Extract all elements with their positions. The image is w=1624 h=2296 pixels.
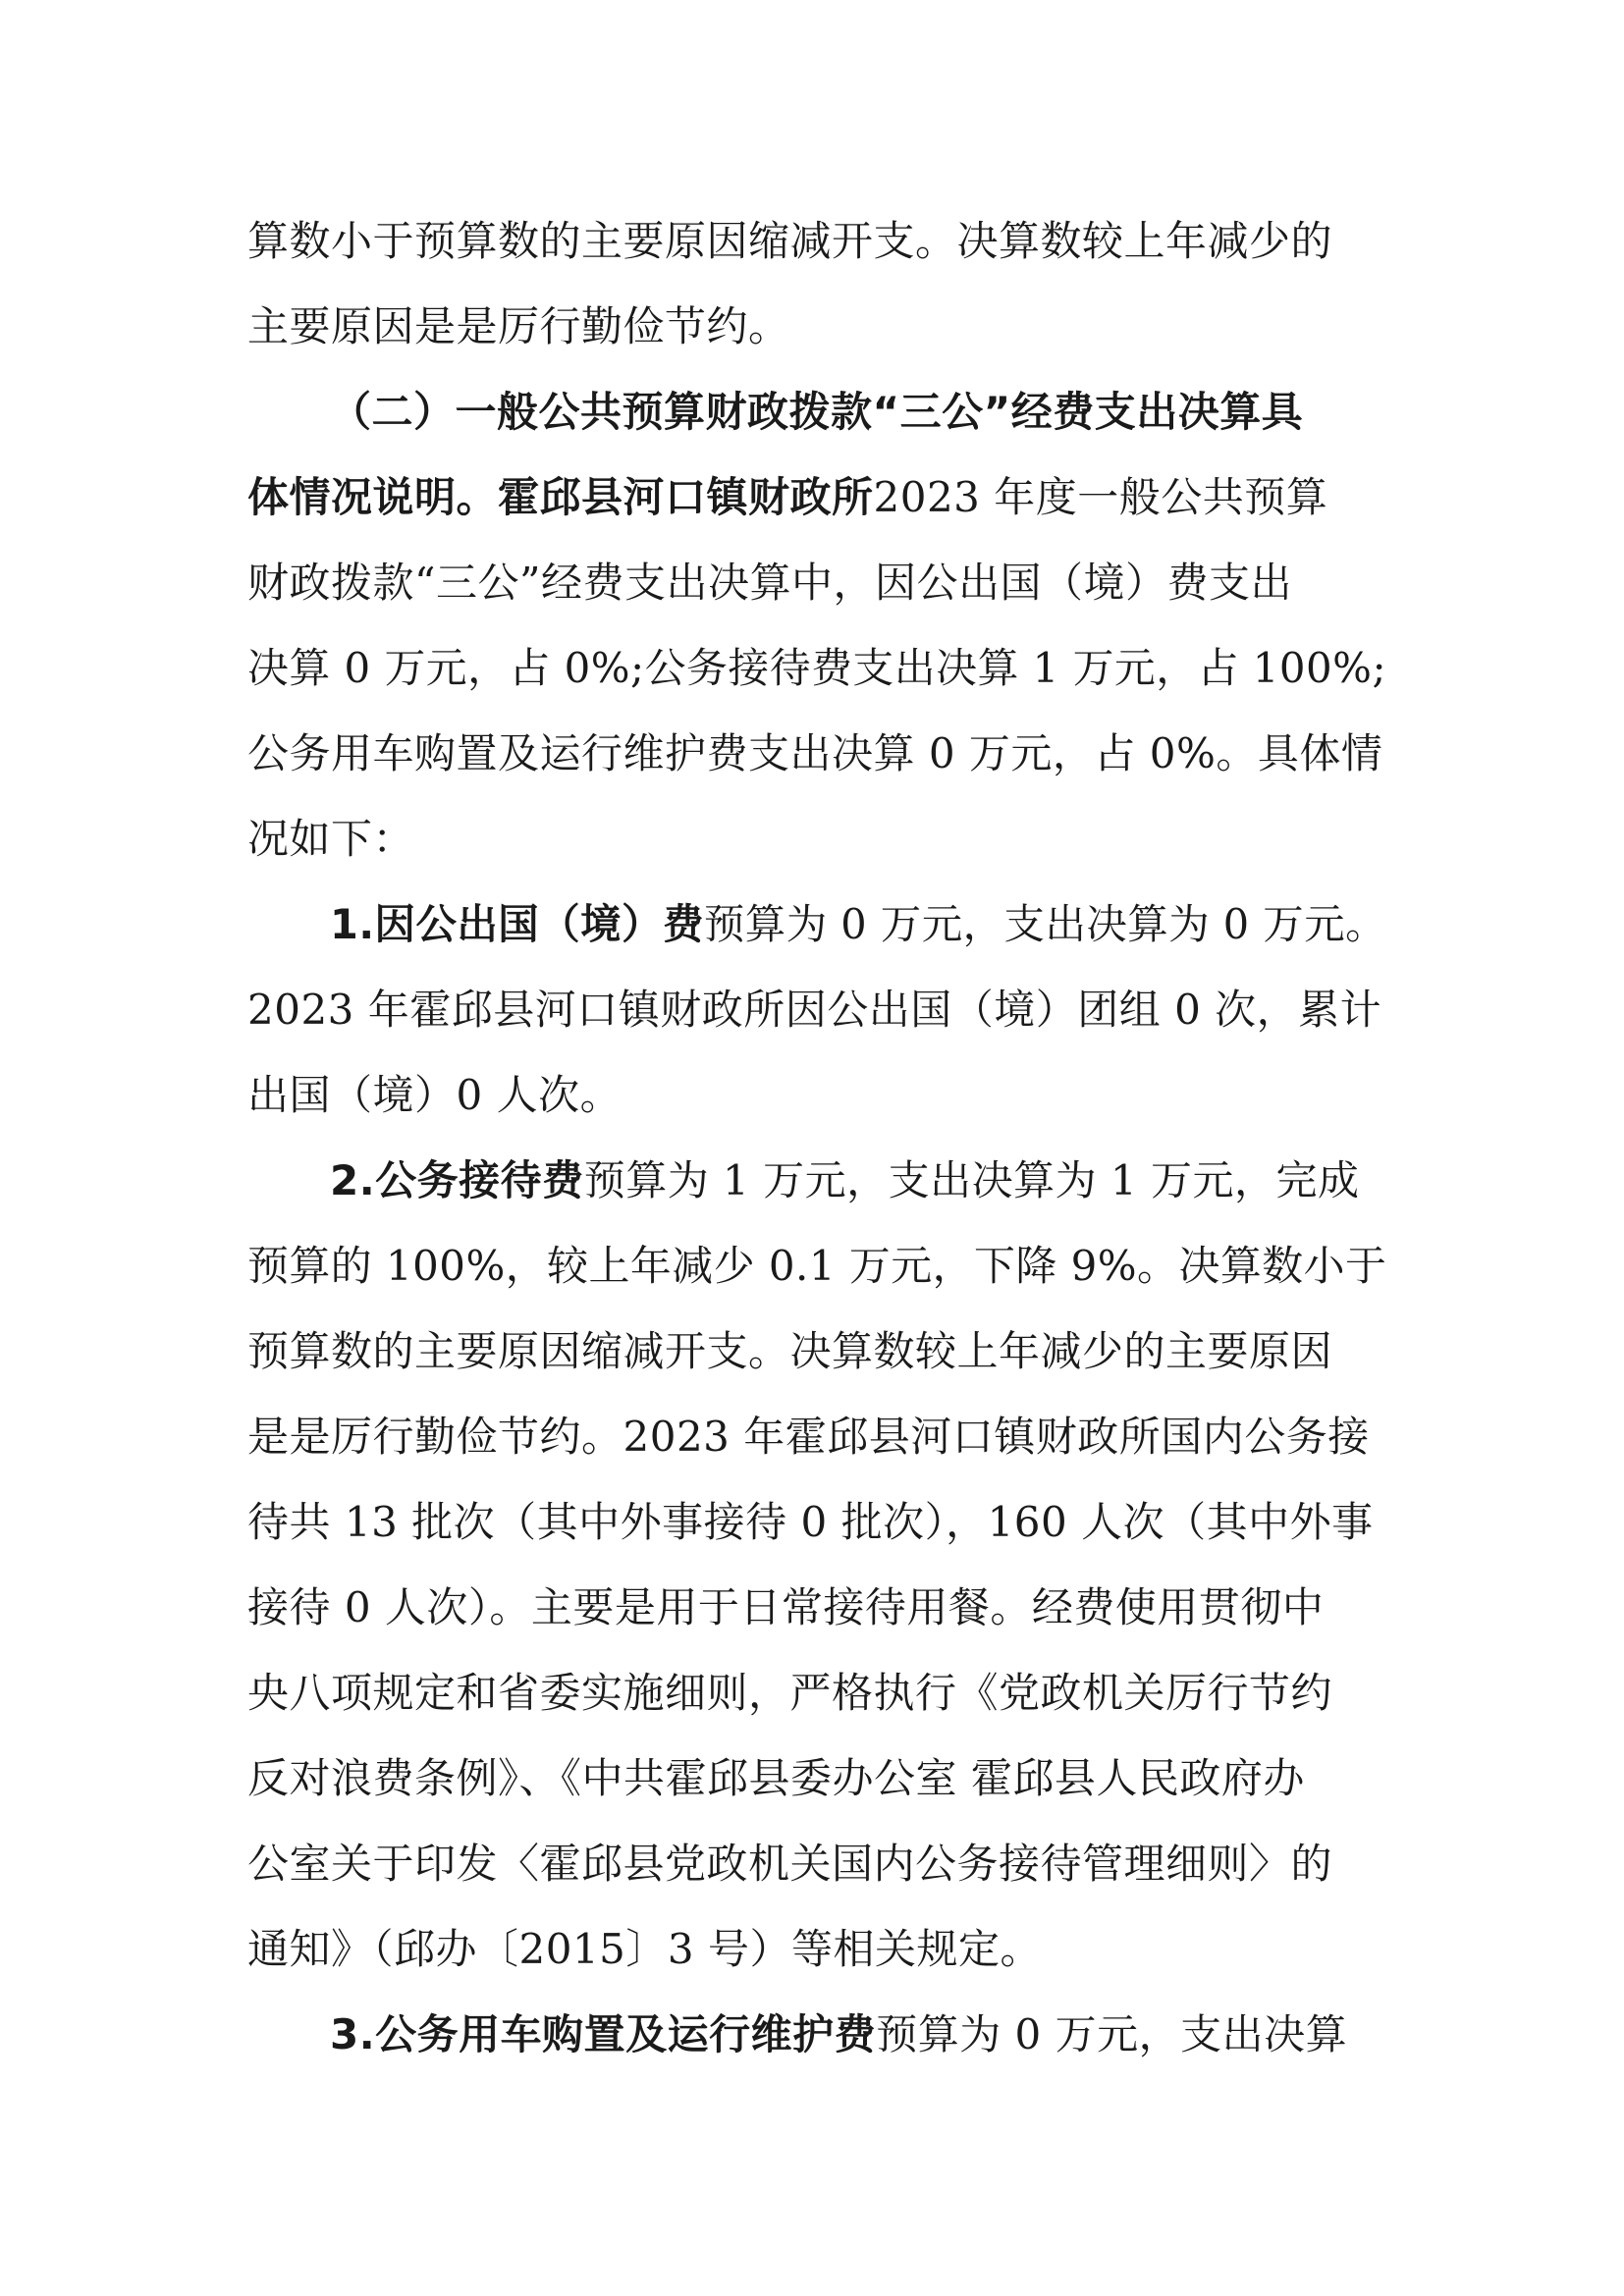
item-heading: 2.公务接待费预算为 1 万元，支出决算为 1 万元，完成 bbox=[330, 1156, 1360, 1204]
text-line: 出国（境）0 人次。 bbox=[247, 1071, 623, 1119]
text-line: 算数小于预算数的主要原因缩减开支。决算数较上年减少的 bbox=[247, 217, 1333, 265]
text-line: 接待 0 人次）。主要是用于日常接待用餐。经费使用贯彻中 bbox=[247, 1583, 1325, 1631]
text-line: 待共 13 批次（其中外事接待 0 批次），160 人次（其中外事 bbox=[247, 1498, 1374, 1546]
text-line: 预算数的主要原因缩减开支。决算数较上年减少的主要原因 bbox=[247, 1327, 1333, 1375]
text-line: 公务用车购置及运行维护费支出决算 0 万元，占 0%。具体情 bbox=[247, 729, 1383, 777]
text-line: 预算的 100%，较上年减少 0.1 万元，下降 9%。决算数小于 bbox=[247, 1242, 1387, 1290]
text-line: 反对浪费条例》、《中共霍邱县委办公室 霍邱县人民政府办 bbox=[247, 1754, 1305, 1802]
text-line: 况如下： bbox=[247, 815, 415, 863]
text-line: 是是厉行勤俭节约。2023 年霍邱县河口镇财政所国内公务接 bbox=[247, 1413, 1370, 1461]
text-line: 主要原因是是厉行勤俭节约。 bbox=[247, 302, 790, 350]
text-line: 央八项规定和省委实施细则，严格执行《党政机关厉行节约 bbox=[247, 1669, 1333, 1717]
item-heading: 1.因公出国（境）费预算为 0 万元，支出决算为 0 万元。 bbox=[330, 900, 1387, 948]
text-line: 通知》（邱办〔2015〕3 号）等相关规定。 bbox=[247, 1925, 1042, 1973]
section-heading: （二）一般公共预算财政拨款“三公”经费支出决算具 bbox=[330, 388, 1304, 436]
text-line: 体情况说明。霍邱县河口镇财政所2023 年度一般公共预算 bbox=[247, 473, 1328, 521]
text-line: 决算 0 万元，占 0%;公务接待费支出决算 1 万元，占 100%; bbox=[247, 644, 1387, 692]
text-line: 财政拨款“三公”经费支出决算中，因公出国（境）费支出 bbox=[247, 559, 1292, 607]
text-line: 2023 年霍邱县河口镇财政所因公出国（境）团组 0 次，累计 bbox=[247, 986, 1382, 1034]
item-heading: 3.公务用车购置及运行维护费预算为 0 万元，支出决算 bbox=[330, 2010, 1348, 2058]
text-line: 公室关于印发〈霍邱县党政机关国内公务接待管理细则〉的 bbox=[247, 1840, 1333, 1888]
